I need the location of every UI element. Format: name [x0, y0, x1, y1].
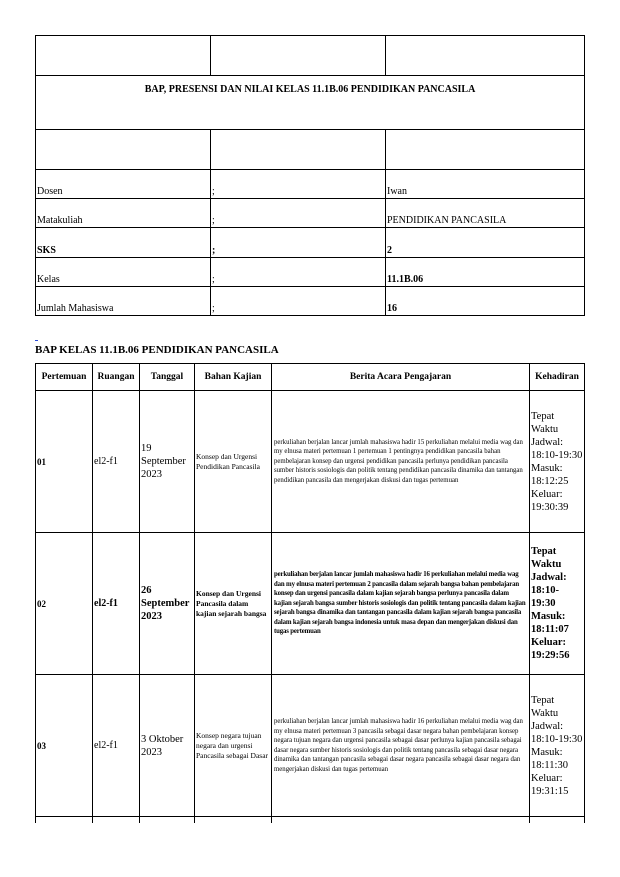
- info-label: Dosen: [36, 170, 211, 199]
- info-row-kelas: [36, 258, 585, 287]
- info-separator: ;: [211, 170, 386, 199]
- header-info-table: [35, 35, 585, 316]
- date: 3 Oktober 2023: [140, 675, 195, 817]
- date: 19 September 2023: [140, 391, 195, 533]
- blank-cell: [36, 130, 211, 170]
- bap-header-row: [36, 364, 585, 391]
- date: 26 September 2023: [140, 533, 195, 675]
- attendance: Tepat Waktu Jadwal: 18:10-19:30 Masuk: 18:12:25 Keluar: 19:30:39: [530, 391, 585, 533]
- blank-cell: [36, 36, 211, 76]
- column-header-ruangan: Ruangan: [93, 364, 140, 391]
- teaching-report: perkuliahan berjalan lancar jumlah mahasiswa hadir 16 perkuliahan melalui media wag dan my elnusa materi pertemuan 3 pancasila sebagai dasar negara bahan pembelajaran konsep negara tujuan negara dan urgensi pancasila sebagai dasar perlunya kajian pancasila sebagai dasar negara sumber historis sosiologis dan politik tentang pancasila sebagai dasar negara dinamika dan tantangan pancasila sebagai dasar negara pancasila sebagai dasar negara dan mengerjakan diskusi dan tugas pertemuan: [272, 675, 530, 817]
- column-header-bahan-kajian: Bahan Kajian: [195, 364, 272, 391]
- info-row-matakuliah: [36, 199, 585, 228]
- table-row: [36, 391, 585, 533]
- info-value: 2: [386, 228, 585, 258]
- topic: Konsep dan Urgensi Pancasila dalam kajian sejarah bangsa: [195, 533, 272, 675]
- info-separator: ;: [211, 199, 386, 228]
- column-header-tanggal: Tanggal: [140, 364, 195, 391]
- topic: Konsep negara tujuan negara dan urgensi Pancasila sebagai Dasar: [195, 675, 272, 817]
- meeting-number: 02: [36, 533, 93, 675]
- continuation-cell: [93, 817, 140, 824]
- room: el2-f1: [93, 391, 140, 533]
- blank-cell: [386, 36, 585, 76]
- topic: Konsep dan Urgensi Pendidikan Pancasila: [195, 391, 272, 533]
- room: el2-f1: [93, 675, 140, 817]
- info-separator: ;: [211, 228, 386, 258]
- blank-row-bottom: [36, 130, 585, 170]
- title-row: [36, 76, 585, 130]
- column-header-berita-acara: Berita Acara Pengajaran: [272, 364, 530, 391]
- continuation-cell: [140, 817, 195, 824]
- continuation-cell: [530, 817, 585, 824]
- bap-table: [35, 363, 585, 823]
- table-row: [36, 675, 585, 817]
- meeting-number: 03: [36, 675, 93, 817]
- attendance: Tepat Waktu Jadwal: 18:10-19:30 Masuk: 18:11:07 Keluar: 19:29:56: [530, 533, 585, 675]
- column-header-kehadiran: Kehadiran: [530, 364, 585, 391]
- continuation-cell: [36, 817, 93, 824]
- bap-section-title: BAP KELAS 11.1B.06 PENDIDIKAN PANCASILA: [35, 344, 279, 356]
- info-separator: ;: [211, 287, 386, 316]
- continuation-cell: [272, 817, 530, 824]
- blank-cell: [386, 130, 585, 170]
- info-separator: ;: [211, 258, 386, 287]
- teaching-report: perkuliahan berjalan lancar jumlah mahasiswa hadir 15 perkuliahan melalui media wag dan my elnusa materi pertemuan 1 pertemuan 1 pentingnya pendidikan pancasila bahan pembelajaran konsep dan urgensi pendidikan pancasila perlunya pendidikan pancasila sumber historis sosiologis dan politik tentang pendidikan pancasila dinamika dan tantangan pendidikan pancasila dan mengerjakan diskusi dan tugas pertemuan: [272, 391, 530, 533]
- info-value: PENDIDIKAN PANCASILA: [386, 199, 585, 228]
- section-marker: [35, 340, 38, 341]
- info-label: Kelas: [36, 258, 211, 287]
- column-header-pertemuan: Pertemuan: [36, 364, 93, 391]
- info-label: Matakuliah: [36, 199, 211, 228]
- room: el2-f1: [93, 533, 140, 675]
- blank-cell: [211, 36, 386, 76]
- info-value: Iwan: [386, 170, 585, 199]
- info-label: Jumlah Mahasiswa: [36, 287, 211, 316]
- info-value: 16: [386, 287, 585, 316]
- attendance: Tepat Waktu Jadwal: 18:10-19:30 Masuk: 18:11:30 Keluar: 19:31:15: [530, 675, 585, 817]
- table-continuation-row: [36, 817, 585, 824]
- info-row-jumlah-mahasiswa: [36, 287, 585, 316]
- continuation-cell: [195, 817, 272, 824]
- blank-row-top: [36, 36, 585, 76]
- table-row: [36, 533, 585, 675]
- blank-cell: [211, 130, 386, 170]
- meeting-number: 01: [36, 391, 93, 533]
- info-row-dosen: [36, 170, 585, 199]
- info-label: SKS: [36, 228, 211, 258]
- info-value: 11.1B.06: [386, 258, 585, 287]
- document-title: BAP, PRESENSI DAN NILAI KELAS 11.1B.06 PENDIDIKAN PANCASILA: [36, 76, 585, 130]
- info-row-sks: [36, 228, 585, 258]
- teaching-report: perkuliahan berjalan lancar jumlah mahasiswa hadir 16 perkuliahan melalui media wag dan my elnusa materi pertemuan 2 pancasila dalam sejarah bangsa bahan pembelajaran konsep dan urgensi pancasila dalam kajian sejarah bangsa perlunya pancasila dalam kajian sejarah bangsa sumber historis sosiologis dan politik tentang pancasila dalam kajian sejarah bangsa dinamika dan tantangan pancasila dalam kajian sejarah bangsa pancasila dalam kajian sejarah bangsa indonesia untuk masa depan dan mengerjakan diskusi dan tugas pertemuan: [272, 533, 530, 675]
